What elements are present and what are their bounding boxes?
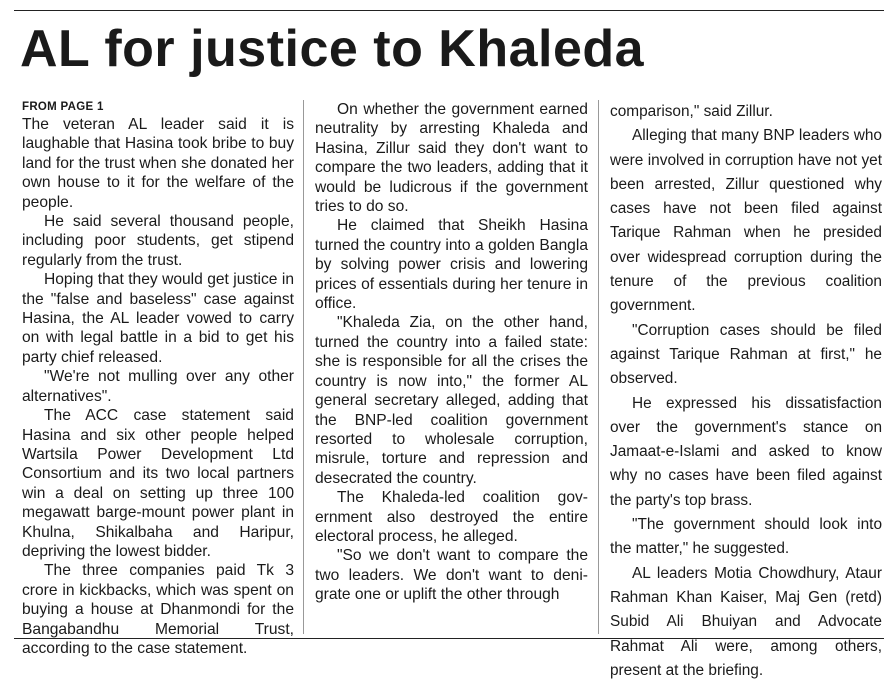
paragraph: On whether the government earned neutrality by arresting Khaleda and Hasina, Zillur said they don't want to compare the two leaders, adding that it would be ludicrous if the government tries to do so. xyxy=(315,101,588,216)
paragraph: "So we don't want to compare the two leaders. We don't want to denigrate one or uplift the other through xyxy=(315,547,588,604)
column-3 xyxy=(610,100,882,683)
paragraph: The veteran AL leader said it is laughable that Hasina took bribe to buy land for the trust when she donated her own house to it for the welfare of the people. xyxy=(22,116,294,211)
column-2 xyxy=(315,100,588,605)
column-divider-2 xyxy=(598,100,599,634)
column-1 xyxy=(22,100,294,658)
paragraph: The three companies paid Tk 3 crore in kickbacks, which was spent on buying a house at Dhanmondi for the Bangabandhu Memorial Trust, according to the case statement. xyxy=(22,562,294,657)
paragraph: He said several thousand people, including poor students, get stipend regularly from the trust. xyxy=(22,213,294,269)
paragraph: AL leaders Motia Chowdhury, Ataur Rahman Khan Kaiser, Maj Gen (retd) Subid Ali Bhuiyan and Advocate Rahmat Ali were, among others, present at the briefing. xyxy=(610,564,882,679)
paragraph: "Corruption cases should be filed against Tarique Rahman at first," he observed. xyxy=(610,321,882,388)
paragraph: Hoping that they would get justice in the "false and baseless" case against Hasina, the AL leader vowed to carry on with legal battle in a bid to get his party chief released. xyxy=(22,271,294,366)
headline: AL for justice to Khaleda xyxy=(20,20,645,78)
paragraph: He claimed that Sheikh Hasina turned the country into a golden Bangla by solving power crisis and lowering prices of essentials during her tenure in office. xyxy=(315,217,588,313)
paragraph: He expressed his dissatisfaction over the government's stance on Jamaat-e-Islami and asked to know why no cases have been filed against the party's top brass. xyxy=(610,394,882,509)
paragraph: The Khaleda-led coalition government also destroyed the entire electoral process, he alleged. xyxy=(315,489,588,545)
paragraph: The ACC case statement said Hasina and six other people helped Wartsila Power Development Ltd Consortium and its two local partners win a deal on setting up three 100 megawatt barge-mount power plant in Khulna, Shikalbaha and Haripur, depriving the lowest bidder. xyxy=(22,407,294,560)
paragraph: "The government should look into the matter," he suggested. xyxy=(610,516,882,558)
bottom-rule xyxy=(14,638,884,639)
paragraph: "We're not mulling over any other alternatives". xyxy=(22,368,294,405)
paragraph: Alleging that many BNP leaders who were involved in corruption have not yet been arrested, Zillur questioned why cases have not been filed against Tarique Rahman when he presided over widespread corruption during the tenure of the previous coalition government. xyxy=(610,127,882,315)
kicker: FROM PAGE 1 xyxy=(22,101,104,113)
paragraph: comparison," said Zillur. xyxy=(610,103,773,120)
column-divider-1 xyxy=(303,100,304,634)
top-rule xyxy=(14,10,884,11)
paragraph: "Khaleda Zia, on the other hand, turned the country into a failed state: she is responsible for all the crises the country is now into," the former AL general secretary alleged, adding that the BNP-led coalition government resorted to wholesale corruption, misrule, torture and repression and desecrated the country. xyxy=(315,314,588,487)
